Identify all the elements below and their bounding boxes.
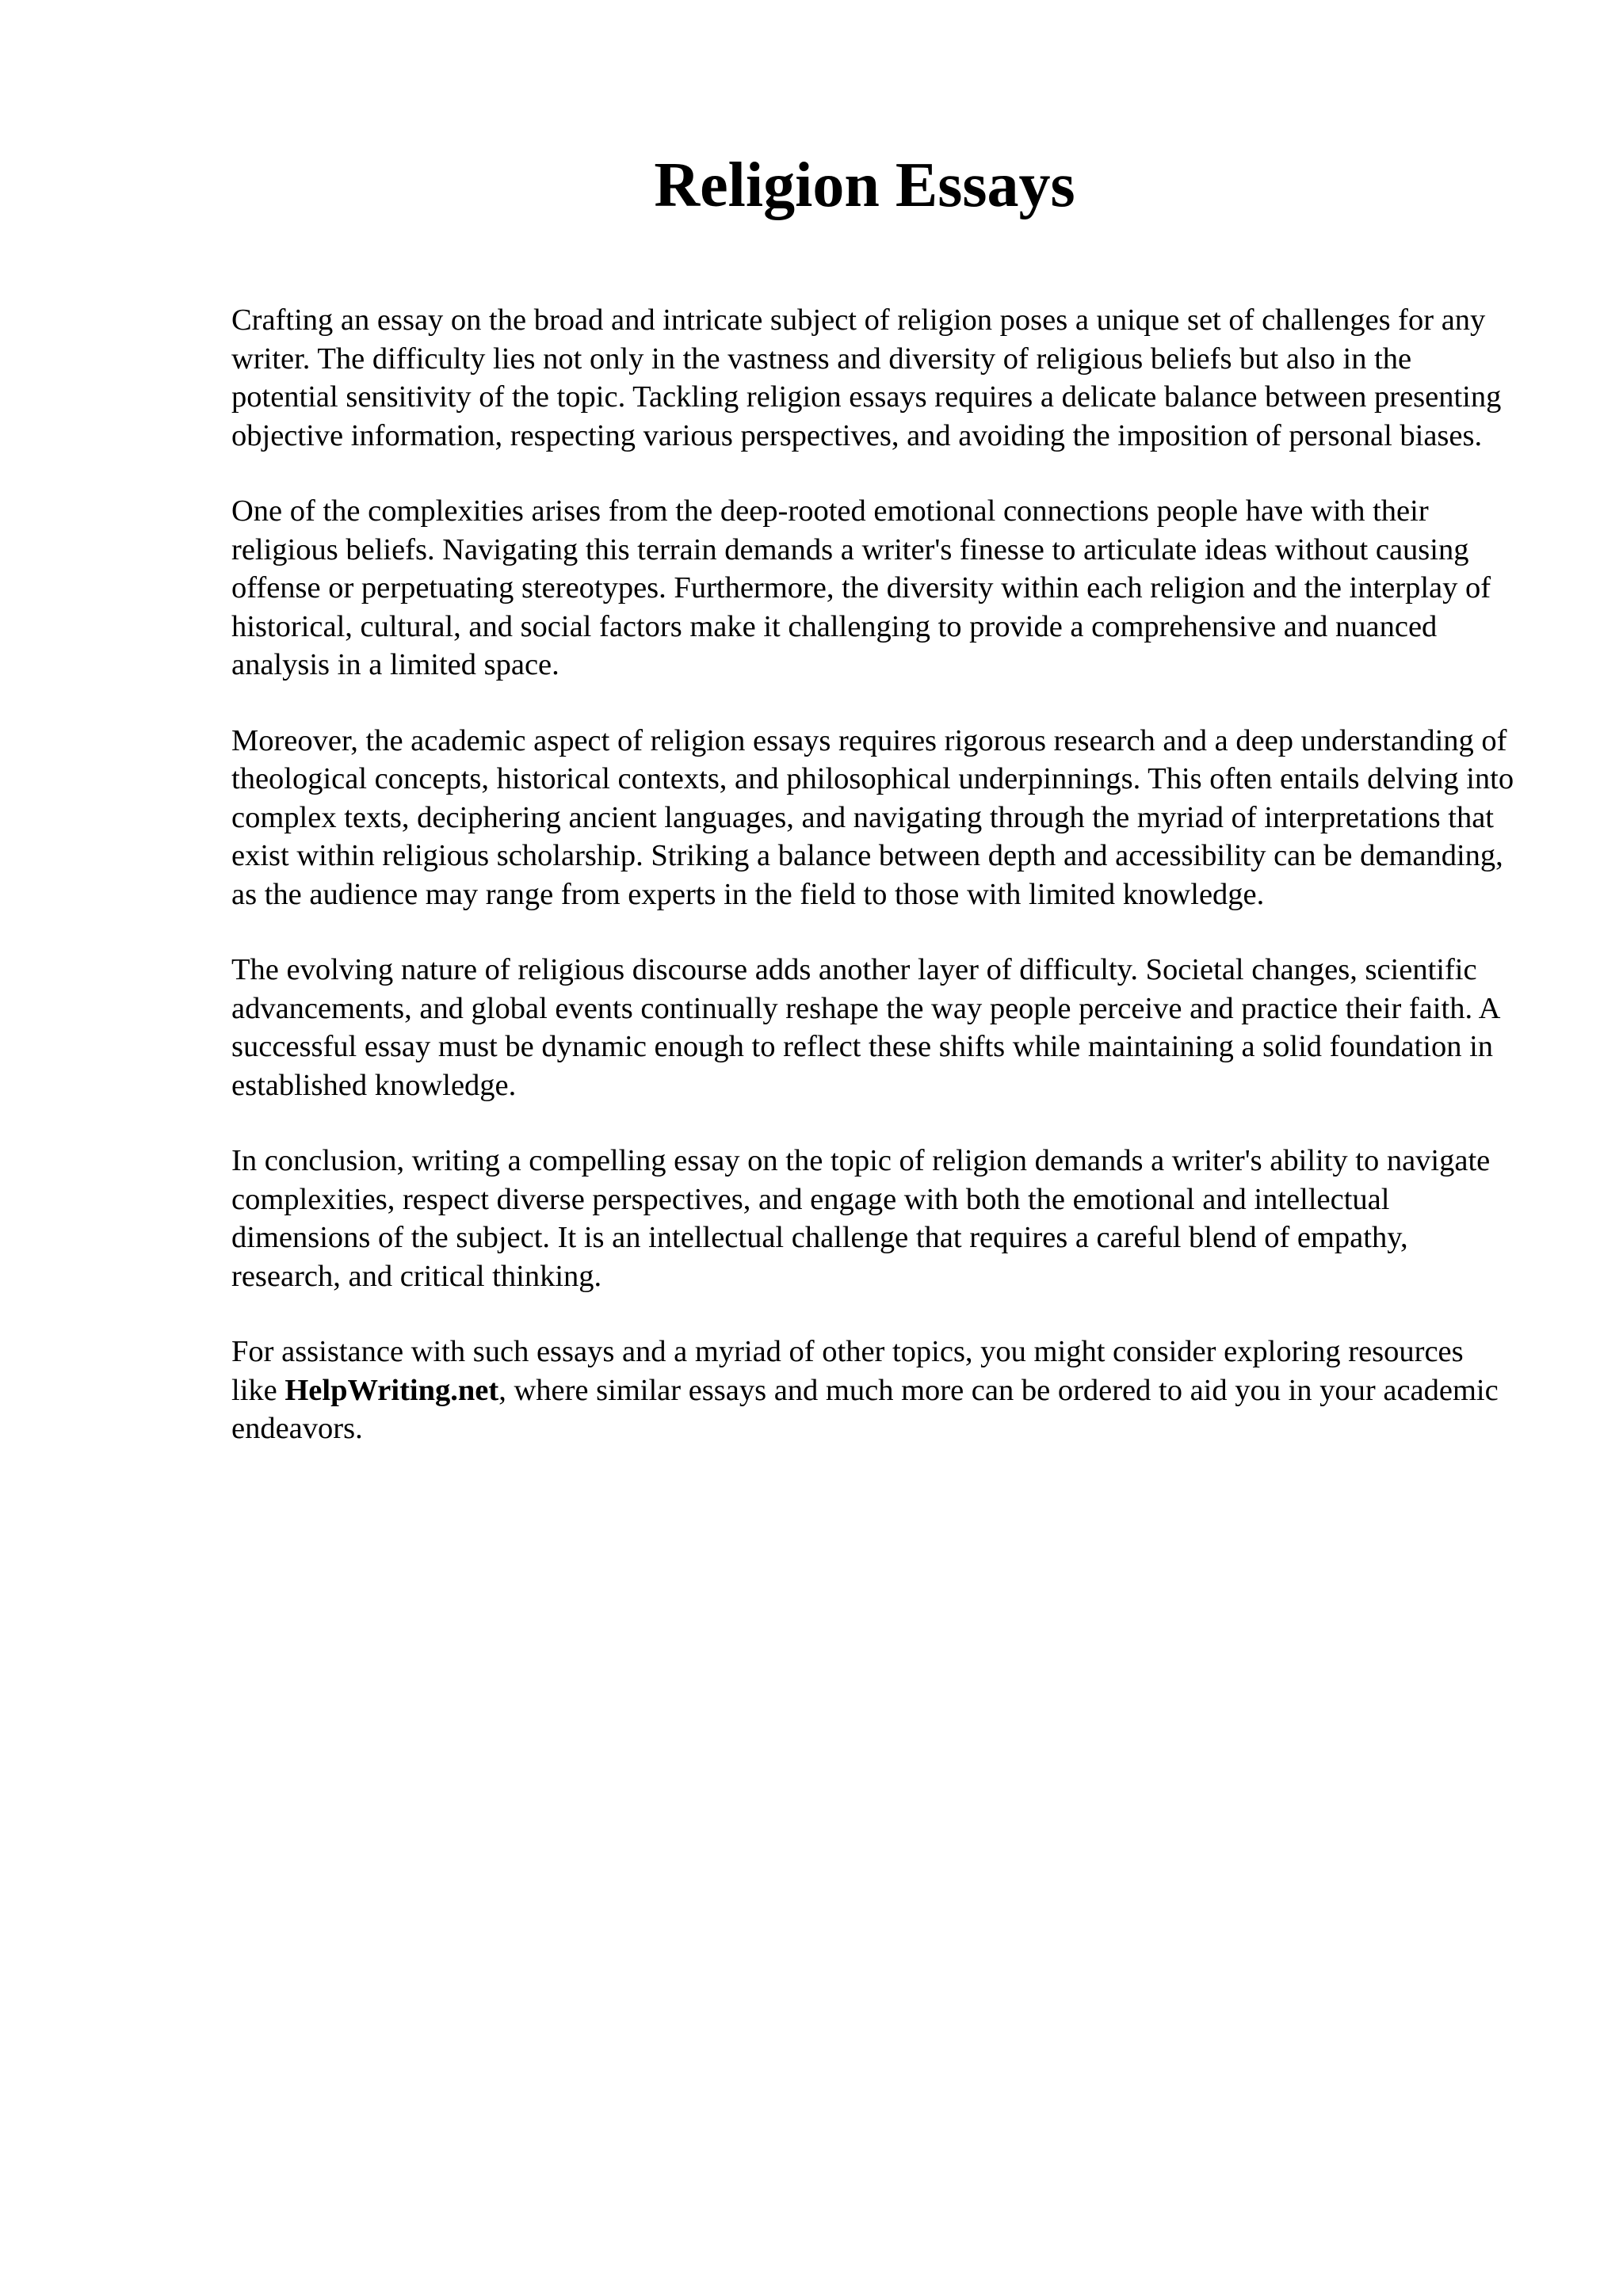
paragraph-5: In conclusion, writing a compelling essay on the topic of religion demands a writer's ability to navigate complexities, respect diverse perspectives, and engage with both the emotional and intellectual dimensions of the subject. It is an intellectual challenge that requires a careful blend of empathy, research, and critical thinking.: [231, 1144, 1491, 1293]
essay-body: [231, 301, 1515, 1486]
paragraph-4: The evolving nature of religious discourse adds another layer of difficulty. Societal changes, scientific advancements, and global events continually reshape the way people perceive and practice their faith. A successful essay must be dynamic enough to reflect these shifts while maintaining a solid foundation in established knowledge.: [231, 953, 1499, 1102]
closing-text-after: , where similar essays and much more can be ordered to aid you in your academic endeavors.: [231, 1373, 1499, 1445]
paragraph-3: Moreover, the academic aspect of religion essays requires rigorous research and a deep understanding of theological concepts, historical contexts, and philosophical underpinnings. This often entails delving into complex texts, deciphering ancient languages, and navigating through the myriad of interpretations that exist within religious scholarship. Striking a balance between depth and accessibility can be demanding, as the audience may range from experts in the field to those with limited knowledge.: [231, 723, 1514, 911]
paragraph-1: Crafting an essay on the broad and intricate subject of religion poses a unique set of challenges for any writer. The difficulty lies not only in the vastness and diversity of religious beliefs but also in the potential sensitivity of the topic. Tackling religion essays requires a delicate balance between presenting objective information, respecting various perspectives, and avoiding the imposition of personal biases.: [231, 303, 1502, 452]
closing-paragraph: [231, 1333, 1515, 1448]
brand-name: HelpWriting.net: [285, 1373, 499, 1407]
closing-text-before: For assistance with such essays and a myriad of other topics, you might consider exploring resources like: [231, 1335, 1464, 1407]
paragraph-2: One of the complexities arises from the deep-rooted emotional connections people have with their religious beliefs. Navigating this terrain demands a writer's finesse to articulate ideas without causing offense or perpetuating stereotypes. Furthermore, the diversity within each religion and the interplay of historical, cultural, and social factors make it challenging to provide a comprehensive and nuanced analysis in a limited space.: [231, 494, 1491, 681]
page-title: Religion Essays: [654, 151, 1075, 220]
